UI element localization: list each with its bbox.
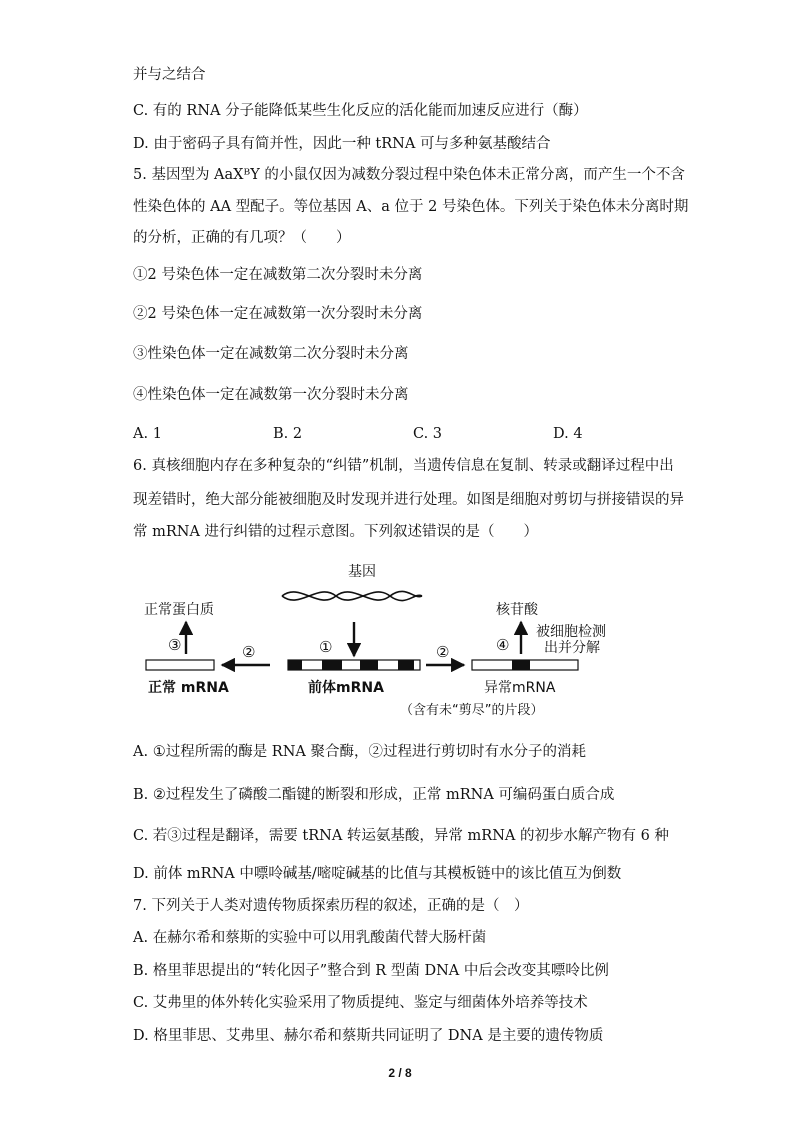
- detect-label-line1: 被细胞检测: [536, 624, 606, 640]
- step2-right-label: ②: [436, 643, 450, 661]
- q6-option-b: B. ②过程发生了磷酸二酯键的断裂和形成，正常 mRNA 可编码蛋白质合成: [133, 787, 615, 803]
- normal-mrna-bar: [146, 660, 214, 670]
- q5-statement-2: ②2 号染色体一定在减数第一次分裂时未分离: [133, 306, 423, 322]
- nucleotide-label: 核苷酸: [496, 602, 538, 618]
- abnormal-mrna-note: （含有未“剪尽”的片段）: [400, 703, 544, 718]
- precursor-mrna-bar: [288, 660, 420, 670]
- q7-option-a: A. 在赫尔希和蔡斯的实验中可以用乳酸菌代替大肠杆菌: [133, 930, 487, 946]
- step2-left-label: ②: [242, 643, 256, 661]
- q5-statement-1: ①2 号染色体一定在减数第二次分裂时未分离: [133, 267, 423, 283]
- abnormal-mrna-bar: [472, 660, 578, 670]
- q6-stem-line3: 常 mRNA 进行纠错的过程示意图。下列叙述错误的是（ ）: [133, 524, 539, 540]
- normal-mrna-label: 正常 mRNA: [148, 680, 229, 696]
- q7-option-c: C. 艾弗里的体外转化实验采用了物质提纯、鉴定与细菌体外培养等技术: [133, 995, 588, 1011]
- q5-option-a: A. 1: [133, 426, 162, 442]
- precursor-mrna-label: 前体mRNA: [308, 680, 384, 696]
- page-number: 2 / 8: [388, 1066, 412, 1080]
- step3-label: ③: [168, 636, 182, 654]
- q7-option-d: D. 格里菲思、艾弗里、赫尔希和蔡斯共同证明了 DNA 是主要的遗传物质: [133, 1028, 604, 1044]
- q5-statement-3: ③性染色体一定在减数第二次分裂时未分离: [133, 346, 409, 362]
- q5-stem-line3: 的分析，正确的有几项？（ ）: [133, 230, 351, 246]
- abnormal-mrna-label: 异常mRNA: [484, 680, 556, 696]
- step1-label: ①: [319, 638, 333, 656]
- mrna-correction-diagram: [130, 560, 670, 725]
- q6-option-c: C. 若③过程是翻译，需要 tRNA 转运氨基酸，异常 mRNA 的初步水解产物有 6 种: [133, 828, 669, 844]
- q4-option-d: D. 由于密码子具有简并性，因此一种 tRNA 可与多种氨基酸结合: [133, 136, 551, 152]
- detect-label-line2: 出并分解: [544, 640, 600, 656]
- normal-protein-label: 正常蛋白质: [144, 602, 214, 618]
- q7-stem: 7. 下列关于人类对遗传物质探索历程的叙述，正确的是（ ）: [133, 898, 529, 914]
- q6-stem-line1: 6. 真核细胞内存在多种复杂的“纠错”机制，当遗传信息在复制、转录或翻译过程中出: [133, 458, 674, 474]
- q4-option-c: C. 有的 RNA 分子能降低某些生化反应的活化能而加速反应进行（酶）: [133, 103, 588, 119]
- q5-option-b: B. 2: [273, 426, 303, 442]
- q6-option-a: A. ①过程所需的酶是 RNA 聚合酶，②过程进行剪切时有水分子的消耗: [133, 744, 586, 760]
- q7-option-b: B. 格里菲思提出的“转化因子”整合到 R 型菌 DNA 中后会改变其嘌呤比例: [133, 963, 609, 979]
- q5-stem-line2: 性染色体的 AA 型配子。等位基因 A、a 位于 2 号染色体。下列关于染色体未分离时期: [133, 199, 689, 215]
- step4-label: ④: [496, 636, 510, 654]
- q6-stem-line2: 现差错时，绝大部分能被细胞及时发现并进行处理。如图是细胞对剪切与拼接错误的异: [133, 492, 684, 508]
- q5-statement-4: ④性染色体一定在减数第一次分裂时未分离: [133, 387, 409, 403]
- q6-option-d: D. 前体 mRNA 中嘌呤碱基/嘧啶碱基的比值与其模板链中的该比值互为倒数: [133, 866, 622, 882]
- q5-stem-line1: 5. 基因型为 AaXᴮY 的小鼠仅因为减数分裂过程中染色体未正常分离，而产生一个不含: [133, 167, 685, 183]
- q5-option-d: D. 4: [553, 426, 583, 442]
- dna-helix-icon: [282, 591, 422, 600]
- q5-option-c: C. 3: [413, 426, 443, 442]
- gene-label: 基因: [348, 564, 376, 580]
- text-line-continuation: 并与之结合: [133, 67, 206, 83]
